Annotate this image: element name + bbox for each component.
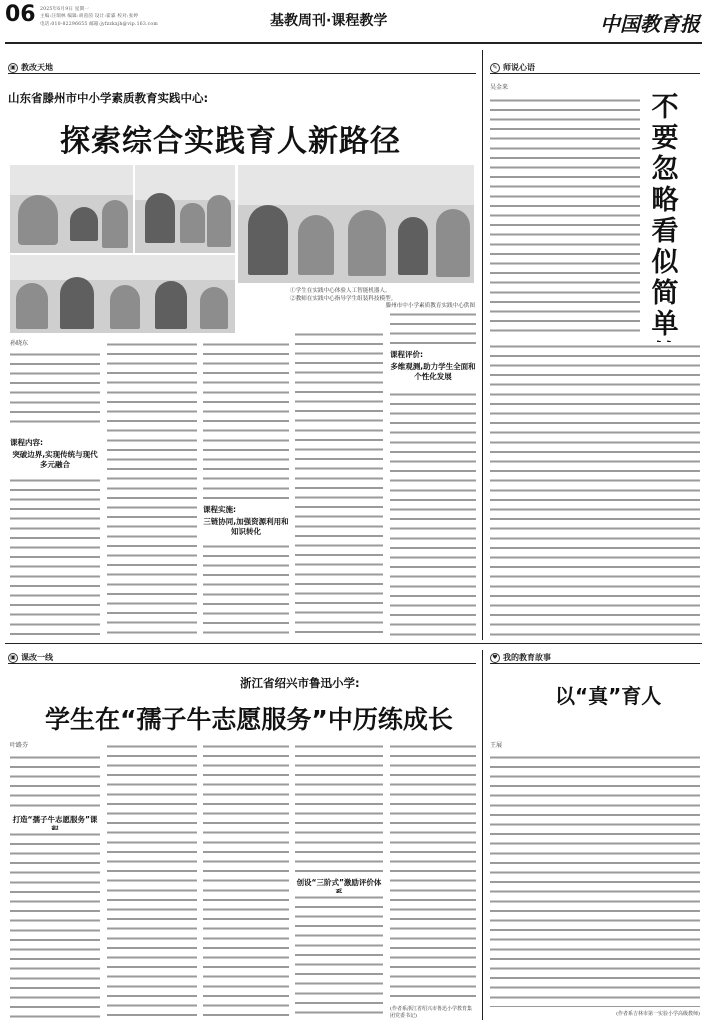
header-meta-date: 2025年6月9日 星期一 [40,7,90,12]
column-divider [482,650,483,1020]
section-badge-teacher [490,62,535,73]
book-icon: ▣ [8,63,18,73]
article-body-col-4a [295,742,383,872]
kicker: 浙江省绍兴市鲁迅小学: [240,676,360,690]
article-body-col-1a [10,350,100,430]
article-body-col-3 [203,742,289,1020]
header-meta [40,6,210,28]
subhead-evaluation: 多维观测,助力学生全面和个性化发展 [390,362,476,381]
article-body-col-1b [10,830,100,1020]
photo-classroom [238,165,474,283]
headline: 探索综合实践育人新路径 [60,124,401,159]
byline: 王展 [490,742,503,749]
photo-teacher-model [135,165,235,253]
author-note: (作者系浙江省绍兴市鲁迅小学教育集团党委书记) [390,1006,472,1019]
newspaper-brand: 中国教育报 [600,12,700,36]
article-body-col-5b [390,390,476,636]
divider [8,663,476,664]
pen-icon: ✎ [490,63,500,73]
essay-body-upper [490,96,640,336]
column-divider [482,50,483,640]
header-meta-editors: 主编:汪瑞林 编辑:胡茵茵 设计:霍霖 校对:张婷 [40,14,139,20]
byline: 叶路芬 [10,742,29,749]
headline: 以“真”育人 [555,684,662,708]
article-body-col-4 [295,330,383,636]
article-body-col-5a [390,310,476,346]
author-note: (作者系吉林市第一实验小学高级教师) [616,1011,700,1017]
photo-students-robot [10,165,133,253]
subhead-content-label: 课程内容: [10,438,43,447]
photo-caption-credit: 滕州市中小学素质教育实践中心供图 [385,303,475,310]
kicker: 山东省滕州市中小学素质教育实践中心: [8,91,209,105]
byline: 孙晓东 [10,340,29,347]
photo-caption [290,288,475,311]
article-body-col-4b [295,893,383,1020]
divider [490,73,700,74]
subhead-implementation: 三链协同,加强资源利用和知识转化 [203,517,289,536]
section-badge-label: 我的教育故事 [503,653,551,662]
section-badge-reform [8,62,53,73]
subhead-evaluation-label: 课程评价: [390,350,423,359]
article-body-col-5 [390,742,476,1004]
header-rule [5,42,702,44]
photo-caption-line-2: ②教师在实践中心指导学生组装科技模型。 [290,295,397,302]
photo-workshop-wide [10,255,235,333]
article-body-col-2 [107,742,197,1020]
byline: 吴金来 [490,84,509,91]
book-icon: ▣ [8,653,18,663]
section-badge-frontline [8,652,53,663]
heart-icon: ♥ [490,653,500,663]
section-title: 基教周刊·课程教学 [270,13,388,29]
headline: 学生在“孺子牛志愿服务”中历练成长 [45,705,453,734]
subhead-evaluation: 创设“三阶式”激励评价体 [296,878,382,887]
page-number: 06 [5,2,36,27]
section-badge-label: 师说心语 [503,63,535,72]
section-badge-story [490,652,551,663]
subhead-content: 突破边界,实现传统与现代多元融合 [12,450,98,469]
vertical-title: 不要忽略看似简单 [651,92,679,341]
section-badge-label: 课改一线 [21,653,53,662]
header-meta-contact: 电话:010-82296655 邮箱:jyfzzkxjh@vip.163.com [40,21,158,27]
article-body-col-1b [10,476,100,636]
divider [8,73,476,74]
article-body-col-1a [10,753,100,811]
section-badge-label: 教改天地 [21,63,53,72]
subhead-implementation-label: 课程实施: [203,505,236,514]
divider [490,663,700,664]
page-divider [5,643,702,644]
article-body-col-3a [203,340,289,500]
article-body-col-2 [107,340,197,636]
subhead-course: 打造“孺子牛志愿服务”课 [12,815,98,824]
essay-body-lower [490,342,700,638]
photo-caption-line-1: ①学生在实践中心体验人工智能机器人。 [290,288,391,294]
story-body [490,753,700,1007]
article-body-col-3b [203,542,289,636]
